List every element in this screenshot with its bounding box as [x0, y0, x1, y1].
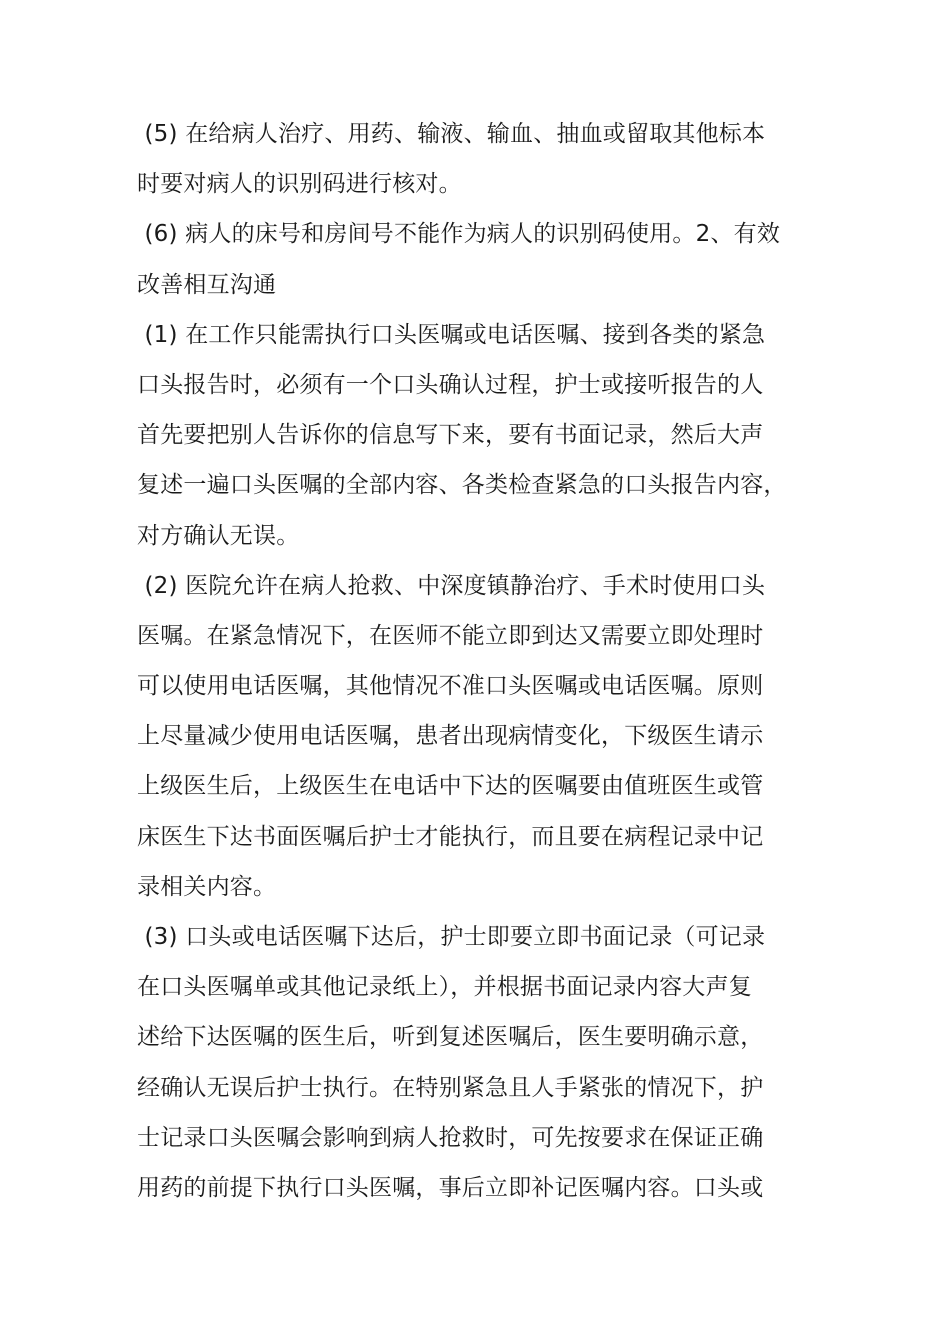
text-line: 经确认无误后护士执行。在特别紧急且人手紧张的情况下，护 — [137, 1074, 764, 1101]
text-line: 口头报告时，必须有一个口头确认过程，护士或接听报告的人 — [137, 371, 764, 398]
text-line: 复述一遍口头医嘱的全部内容、各类检查紧急的口头报告内容， — [137, 472, 787, 499]
text-line: 可以使用电话医嘱，其他情况不准口头医嘱或电话医嘱。原则 — [137, 673, 764, 700]
text-line: (3) 口头或电话医嘱下达后，护士即要立即书面记录（可记录 — [137, 924, 766, 950]
text-line: 床医生下达书面医嘱后护士才能执行，而且要在病程记录中记 — [137, 823, 764, 850]
text-line: 述给下达医嘱的医生后，听到复述医嘱后，医生要明确示意， — [137, 1024, 764, 1051]
text-line: (5) 在给病人治疗、用药、输液、输血、抽血或留取其他标本 — [137, 121, 766, 147]
text-line: 首先要把别人告诉你的信息写下来，要有书面记录，然后大声 — [137, 422, 764, 449]
text-line: 用药的前提下执行口头医嘱，事后立即补记医嘱内容。口头或 — [137, 1174, 764, 1201]
text-line: 上尽量减少使用电话医嘱，患者出现病情变化，下级医生请示 — [137, 723, 764, 750]
text-line: (6) 病人的床号和房间号不能作为病人的识别码使用。2、有效 — [137, 221, 781, 248]
text-line: 士记录口头医嘱会影响到病人抢救时，可先按要求在保证正确 — [137, 1124, 764, 1151]
text-line: 录相关内容。 — [137, 873, 277, 900]
text-line: (2) 医院允许在病人抢救、中深度镇静治疗、手术时使用口头 — [137, 572, 766, 599]
text-line: 医嘱。在紧急情况下，在医师不能立即到达又需要立即处理时 — [137, 622, 764, 649]
text-line: 在口头医嘱单或其他记录纸上），并根据书面记录内容大声复 — [137, 974, 752, 1001]
text-line: 对方确认无误。 — [137, 522, 300, 549]
text-line: 时要对病人的识别码进行核对。 — [137, 171, 462, 198]
text-line: (1) 在工作只能需执行口头医嘱或电话医嘱、接到各类的紧急 — [137, 321, 766, 348]
text-line: 改善相互沟通 — [137, 271, 277, 298]
text-line: 上级医生后，上级医生在电话中下达的医嘱要由值班医生或管 — [137, 773, 764, 800]
document-body — [137, 109, 827, 1213]
